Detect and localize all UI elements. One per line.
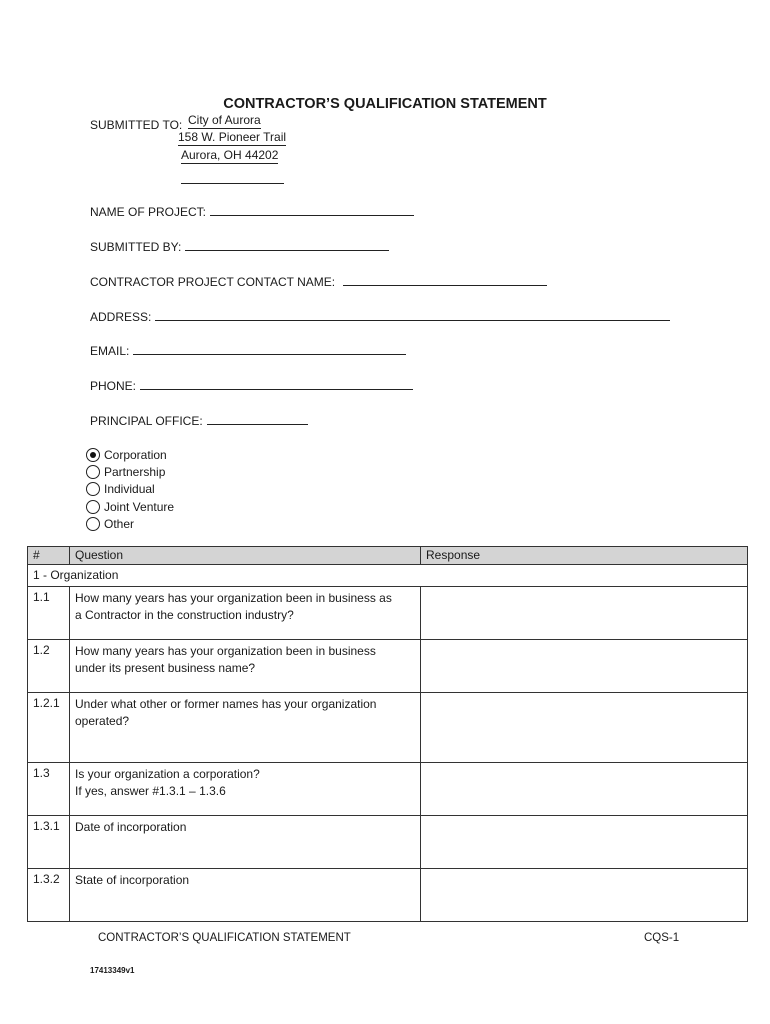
- phone-field: [90, 378, 413, 393]
- question-line-1: How many years has your organization been in business: [75, 644, 376, 658]
- submitted-to-label: SUBMITTED TO:: [90, 118, 183, 132]
- table-row: [28, 763, 748, 816]
- row-number: 1.3.1: [28, 816, 70, 869]
- row-number: 1.2: [28, 640, 70, 693]
- org-type-individual[interactable]: [86, 480, 155, 497]
- org-type-partnership[interactable]: [86, 463, 165, 480]
- table-row: [28, 587, 748, 640]
- qualification-table: [27, 546, 748, 922]
- row-question: [70, 693, 421, 763]
- submitted-to-line-3[interactable]: Aurora, OH 44202: [181, 148, 279, 162]
- row-number: 1.2.1: [28, 693, 70, 763]
- phone-label: PHONE:: [90, 379, 137, 393]
- row-response[interactable]: [421, 816, 748, 869]
- row-response[interactable]: [421, 869, 748, 922]
- principal-office-input[interactable]: [207, 413, 308, 425]
- address-input[interactable]: [155, 309, 670, 321]
- question-line-2: If yes, answer #1.3.1 – 1.3.6: [75, 784, 226, 798]
- question-line-2: a Contractor in the construction industry?: [75, 608, 294, 622]
- contact-name-input[interactable]: [343, 274, 547, 286]
- org-type-other[interactable]: [86, 515, 134, 532]
- submitted-to-line-2[interactable]: 158 W. Pioneer Trail: [178, 130, 287, 144]
- table-row: [28, 869, 748, 922]
- principal-office-field: [90, 413, 308, 428]
- org-type-label: Other: [104, 516, 135, 531]
- question-line-1: How many years has your organization been in business as: [75, 591, 392, 605]
- submitted-by-field: [90, 239, 389, 254]
- row-question: [70, 816, 421, 869]
- row-question: [70, 763, 421, 816]
- question-line-1: Under what other or former names has your organization: [75, 697, 377, 711]
- section-row: [28, 565, 748, 587]
- submitted-to-line-4[interactable]: [181, 169, 284, 184]
- table-row: [28, 640, 748, 693]
- question-line-1: State of incorporation: [75, 873, 190, 887]
- row-question: [70, 587, 421, 640]
- org-type-label: Individual: [104, 481, 155, 496]
- question-line-2: operated?: [75, 714, 130, 728]
- email-label: EMAIL:: [90, 344, 130, 358]
- row-number: 1.1: [28, 587, 70, 640]
- row-response[interactable]: [421, 763, 748, 816]
- row-response[interactable]: [421, 693, 748, 763]
- radio-checked-icon[interactable]: [86, 448, 100, 462]
- radio-unchecked-icon[interactable]: [86, 482, 100, 496]
- phone-input[interactable]: [140, 378, 413, 390]
- question-line-1: Date of incorporation: [75, 820, 187, 834]
- table-row: [28, 816, 748, 869]
- row-response[interactable]: [421, 640, 748, 693]
- question-line-2: under its present business name?: [75, 661, 256, 675]
- footer-page-code: CQS-1: [644, 932, 680, 944]
- submitted-by-label: SUBMITTED BY:: [90, 240, 182, 254]
- principal-office-label: PRINCIPAL OFFICE:: [90, 414, 203, 428]
- org-type-joint-venture[interactable]: [86, 498, 174, 515]
- document-title: CONTRACTOR’S QUALIFICATION STATEMENT: [223, 96, 547, 112]
- name-of-project-input[interactable]: [210, 204, 414, 216]
- table-header-row: [28, 547, 748, 565]
- row-number: 1.3: [28, 763, 70, 816]
- footer-title: CONTRACTOR’S QUALIFICATION STATEMENT: [98, 932, 351, 944]
- email-input[interactable]: [133, 343, 406, 355]
- address-field: [90, 309, 670, 324]
- submitted-by-input[interactable]: [185, 239, 389, 251]
- name-of-project-label: NAME OF PROJECT:: [90, 205, 207, 219]
- name-of-project-field: [90, 204, 414, 219]
- header-number: #: [28, 547, 70, 565]
- question-line-1: Is your organization a corporation?: [75, 767, 260, 781]
- org-type-label: Joint Venture: [104, 499, 175, 514]
- contact-name-label: CONTRACTOR PROJECT CONTACT NAME:: [90, 275, 336, 289]
- table-row: [28, 693, 748, 763]
- org-type-label: Corporation: [104, 447, 167, 462]
- contact-name-field: [90, 274, 547, 289]
- row-question: [70, 869, 421, 922]
- row-number: 1.3.2: [28, 869, 70, 922]
- org-type-label: Partnership: [104, 464, 166, 479]
- email-field: [90, 343, 406, 358]
- header-question: Question: [70, 547, 421, 565]
- row-response[interactable]: [421, 587, 748, 640]
- header-response: Response: [421, 547, 748, 565]
- radio-unchecked-icon[interactable]: [86, 517, 100, 531]
- submitted-to-line-1[interactable]: City of Aurora: [188, 113, 261, 127]
- document-id: 17413349v1: [90, 966, 135, 975]
- address-label: ADDRESS:: [90, 310, 152, 324]
- section-title: 1 - Organization: [28, 565, 748, 587]
- radio-unchecked-icon[interactable]: [86, 500, 100, 514]
- org-type-corporation[interactable]: [86, 446, 167, 463]
- radio-unchecked-icon[interactable]: [86, 465, 100, 479]
- row-question: [70, 640, 421, 693]
